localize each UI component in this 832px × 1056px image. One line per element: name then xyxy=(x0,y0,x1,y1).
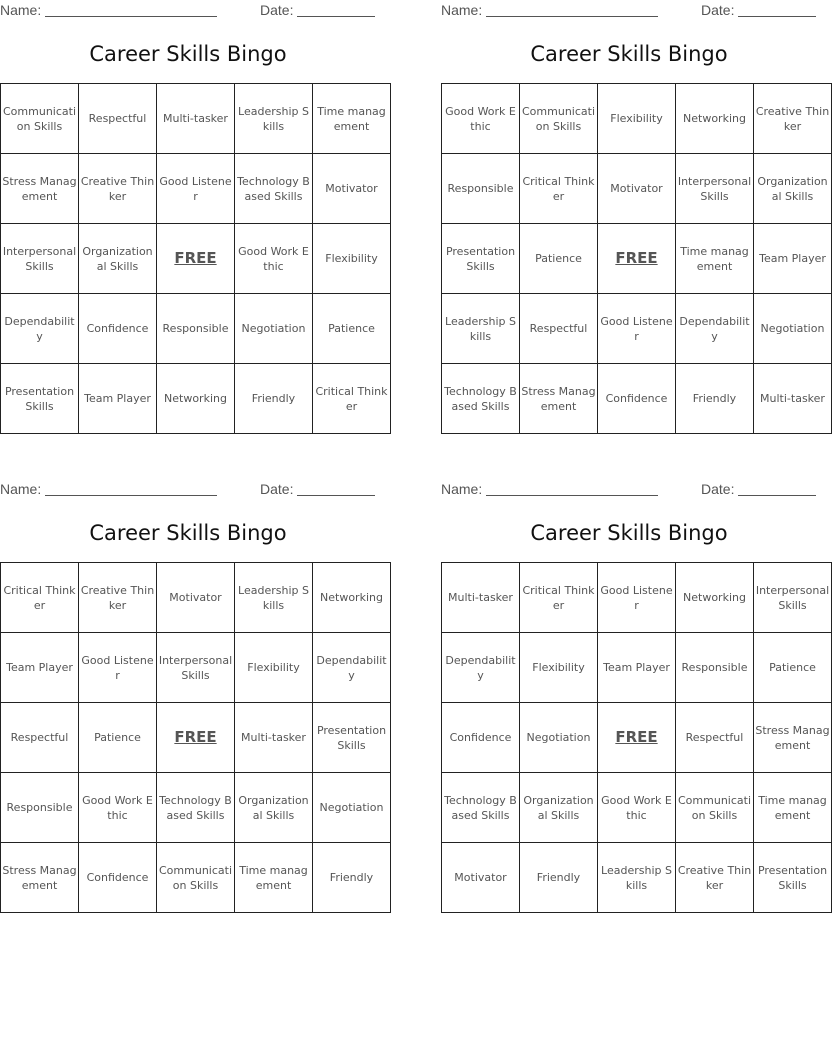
bingo-grid xyxy=(441,562,832,913)
bingo-cell: Communication Skills xyxy=(520,84,598,154)
bingo-cell: Organizational Skills xyxy=(235,773,313,843)
bingo-cell: Motivator xyxy=(157,563,235,633)
bingo-row xyxy=(1,563,391,633)
bingo-cell: Flexibility xyxy=(235,633,313,703)
name-label: Name: xyxy=(0,481,42,497)
bingo-cell: Presentation Skills xyxy=(1,364,79,434)
bingo-cell: Good Listener xyxy=(157,154,235,224)
bingo-cell: Networking xyxy=(676,563,754,633)
bingo-cell: Respectful xyxy=(1,703,79,773)
bingo-cell: Technology Based Skills xyxy=(442,364,520,434)
bingo-cell: Organizational Skills xyxy=(754,154,832,224)
bingo-cell: Leadership Skills xyxy=(598,843,676,913)
bingo-cell: Interpersonal Skills xyxy=(157,633,235,703)
bingo-cell: Team Player xyxy=(754,224,832,294)
date-line xyxy=(738,495,816,496)
date-label: Date: xyxy=(260,2,294,18)
bingo-cell: Critical Thinker xyxy=(313,364,391,434)
free-space-cell: FREE xyxy=(157,703,235,773)
bingo-row xyxy=(442,633,832,703)
bingo-cell: Dependability xyxy=(676,294,754,364)
bingo-cell: Presentation Skills xyxy=(754,843,832,913)
bingo-cell: Flexibility xyxy=(313,224,391,294)
bingo-cell: Responsible xyxy=(676,633,754,703)
bingo-cell: Creative Thinker xyxy=(79,154,157,224)
bingo-cell: Respectful xyxy=(79,84,157,154)
date-label: Date: xyxy=(260,481,294,497)
bingo-cell: Respectful xyxy=(520,294,598,364)
card-title: Career Skills Bingo xyxy=(89,521,287,545)
bingo-cell: Friendly xyxy=(520,843,598,913)
bingo-cell: Networking xyxy=(676,84,754,154)
bingo-cell: Communication Skills xyxy=(1,84,79,154)
bingo-cell: Confidence xyxy=(79,294,157,364)
bingo-cell: Dependability xyxy=(1,294,79,364)
bingo-row xyxy=(1,84,391,154)
bingo-cell: Time management xyxy=(235,843,313,913)
bingo-cell: Stress Management xyxy=(1,154,79,224)
bingo-cell: Time management xyxy=(754,773,832,843)
bingo-cell: Good Listener xyxy=(79,633,157,703)
bingo-cell: Team Player xyxy=(598,633,676,703)
bingo-row xyxy=(442,154,832,224)
card-header xyxy=(0,0,376,20)
bingo-cell: Leadership Skills xyxy=(235,84,313,154)
date-line xyxy=(297,495,375,496)
free-space-cell: FREE xyxy=(598,224,676,294)
card-header xyxy=(441,0,817,20)
bingo-row xyxy=(442,773,832,843)
bingo-cell: Presentation Skills xyxy=(442,224,520,294)
bingo-cell: Friendly xyxy=(235,364,313,434)
card-header xyxy=(0,479,376,499)
bingo-card-4 xyxy=(441,479,830,913)
bingo-cell: Stress Management xyxy=(520,364,598,434)
bingo-cell: Leadership Skills xyxy=(235,563,313,633)
bingo-cell: Multi-tasker xyxy=(235,703,313,773)
bingo-row xyxy=(442,563,832,633)
bingo-cell: Networking xyxy=(313,563,391,633)
bingo-cell: Interpersonal Skills xyxy=(1,224,79,294)
bingo-cell: Interpersonal Skills xyxy=(754,563,832,633)
bingo-row xyxy=(1,294,391,364)
card-title: Career Skills Bingo xyxy=(89,42,287,66)
bingo-grid xyxy=(441,83,832,434)
bingo-cell: Good Work Ethic xyxy=(235,224,313,294)
date-label: Date: xyxy=(701,2,735,18)
bingo-cell: Negotiation xyxy=(235,294,313,364)
bingo-cell: Stress Management xyxy=(1,843,79,913)
bingo-row xyxy=(442,84,832,154)
bingo-cell: Time management xyxy=(313,84,391,154)
bingo-cell: Multi-tasker xyxy=(754,364,832,434)
bingo-cell: Organizational Skills xyxy=(520,773,598,843)
bingo-row xyxy=(442,703,832,773)
bingo-row xyxy=(442,294,832,364)
bingo-cell: Negotiation xyxy=(754,294,832,364)
bingo-cell: Good Work Ethic xyxy=(442,84,520,154)
bingo-cell: Leadership Skills xyxy=(442,294,520,364)
date-line xyxy=(297,16,375,17)
bingo-row xyxy=(1,224,391,294)
date-line xyxy=(738,16,816,17)
bingo-card-1 xyxy=(0,0,388,434)
bingo-cell: Multi-tasker xyxy=(157,84,235,154)
bingo-cell: Good Listener xyxy=(598,294,676,364)
bingo-cell: Motivator xyxy=(598,154,676,224)
bingo-cell: Dependability xyxy=(313,633,391,703)
bingo-cell: Responsible xyxy=(157,294,235,364)
bingo-row xyxy=(442,364,832,434)
name-line xyxy=(45,495,217,496)
bingo-row xyxy=(1,633,391,703)
bingo-cell: Good Work Ethic xyxy=(598,773,676,843)
bingo-card-3 xyxy=(0,479,387,913)
bingo-cell: Interpersonal Skills xyxy=(676,154,754,224)
free-space-cell: FREE xyxy=(598,703,676,773)
bingo-cell: Flexibility xyxy=(520,633,598,703)
bingo-cell: Friendly xyxy=(313,843,391,913)
bingo-cell: Multi-tasker xyxy=(442,563,520,633)
bingo-grid xyxy=(0,562,391,913)
bingo-cell: Critical Thinker xyxy=(520,563,598,633)
bingo-cell: Technology Based Skills xyxy=(235,154,313,224)
bingo-cell: Presentation Skills xyxy=(313,703,391,773)
bingo-cell: Team Player xyxy=(1,633,79,703)
bingo-cell: Creative Thinker xyxy=(676,843,754,913)
bingo-cell: Stress Management xyxy=(754,703,832,773)
bingo-row xyxy=(1,843,391,913)
name-label: Name: xyxy=(0,2,42,18)
card-title: Career Skills Bingo xyxy=(530,42,728,66)
bingo-row xyxy=(1,364,391,434)
bingo-cell: Patience xyxy=(754,633,832,703)
bingo-cell: Responsible xyxy=(1,773,79,843)
bingo-row xyxy=(442,224,832,294)
bingo-cell: Patience xyxy=(79,703,157,773)
bingo-cell: Negotiation xyxy=(520,703,598,773)
name-label: Name: xyxy=(441,2,483,18)
bingo-cell: Friendly xyxy=(676,364,754,434)
bingo-cell: Critical Thinker xyxy=(520,154,598,224)
bingo-cell: Motivator xyxy=(442,843,520,913)
bingo-row xyxy=(1,703,391,773)
card-header xyxy=(441,479,817,499)
free-space-cell: FREE xyxy=(157,224,235,294)
bingo-cell: Creative Thinker xyxy=(79,563,157,633)
bingo-cell: Technology Based Skills xyxy=(442,773,520,843)
bingo-cell: Patience xyxy=(313,294,391,364)
name-line xyxy=(45,16,217,17)
name-label: Name: xyxy=(441,481,483,497)
bingo-cell: Confidence xyxy=(442,703,520,773)
bingo-cell: Organizational Skills xyxy=(79,224,157,294)
bingo-cell: Networking xyxy=(157,364,235,434)
bingo-cell: Communication Skills xyxy=(157,843,235,913)
card-title: Career Skills Bingo xyxy=(530,521,728,545)
bingo-cell: Creative Thinker xyxy=(754,84,832,154)
bingo-cell: Responsible xyxy=(442,154,520,224)
bingo-cell: Patience xyxy=(520,224,598,294)
bingo-cell: Negotiation xyxy=(313,773,391,843)
bingo-cell: Respectful xyxy=(676,703,754,773)
bingo-cell: Confidence xyxy=(79,843,157,913)
name-line xyxy=(486,495,658,496)
bingo-row xyxy=(442,843,832,913)
bingo-cell: Good Listener xyxy=(598,563,676,633)
bingo-cell: Flexibility xyxy=(598,84,676,154)
date-label: Date: xyxy=(701,481,735,497)
bingo-row xyxy=(1,154,391,224)
bingo-grid xyxy=(0,83,391,434)
bingo-cell: Communication Skills xyxy=(676,773,754,843)
bingo-cell: Critical Thinker xyxy=(1,563,79,633)
bingo-cell: Team Player xyxy=(79,364,157,434)
bingo-cell: Dependability xyxy=(442,633,520,703)
bingo-cell: Time management xyxy=(676,224,754,294)
bingo-cell: Confidence xyxy=(598,364,676,434)
bingo-row xyxy=(1,773,391,843)
bingo-card-2 xyxy=(441,0,830,434)
bingo-cell: Good Work Ethic xyxy=(79,773,157,843)
bingo-cell: Motivator xyxy=(313,154,391,224)
name-line xyxy=(486,16,658,17)
bingo-cell: Technology Based Skills xyxy=(157,773,235,843)
